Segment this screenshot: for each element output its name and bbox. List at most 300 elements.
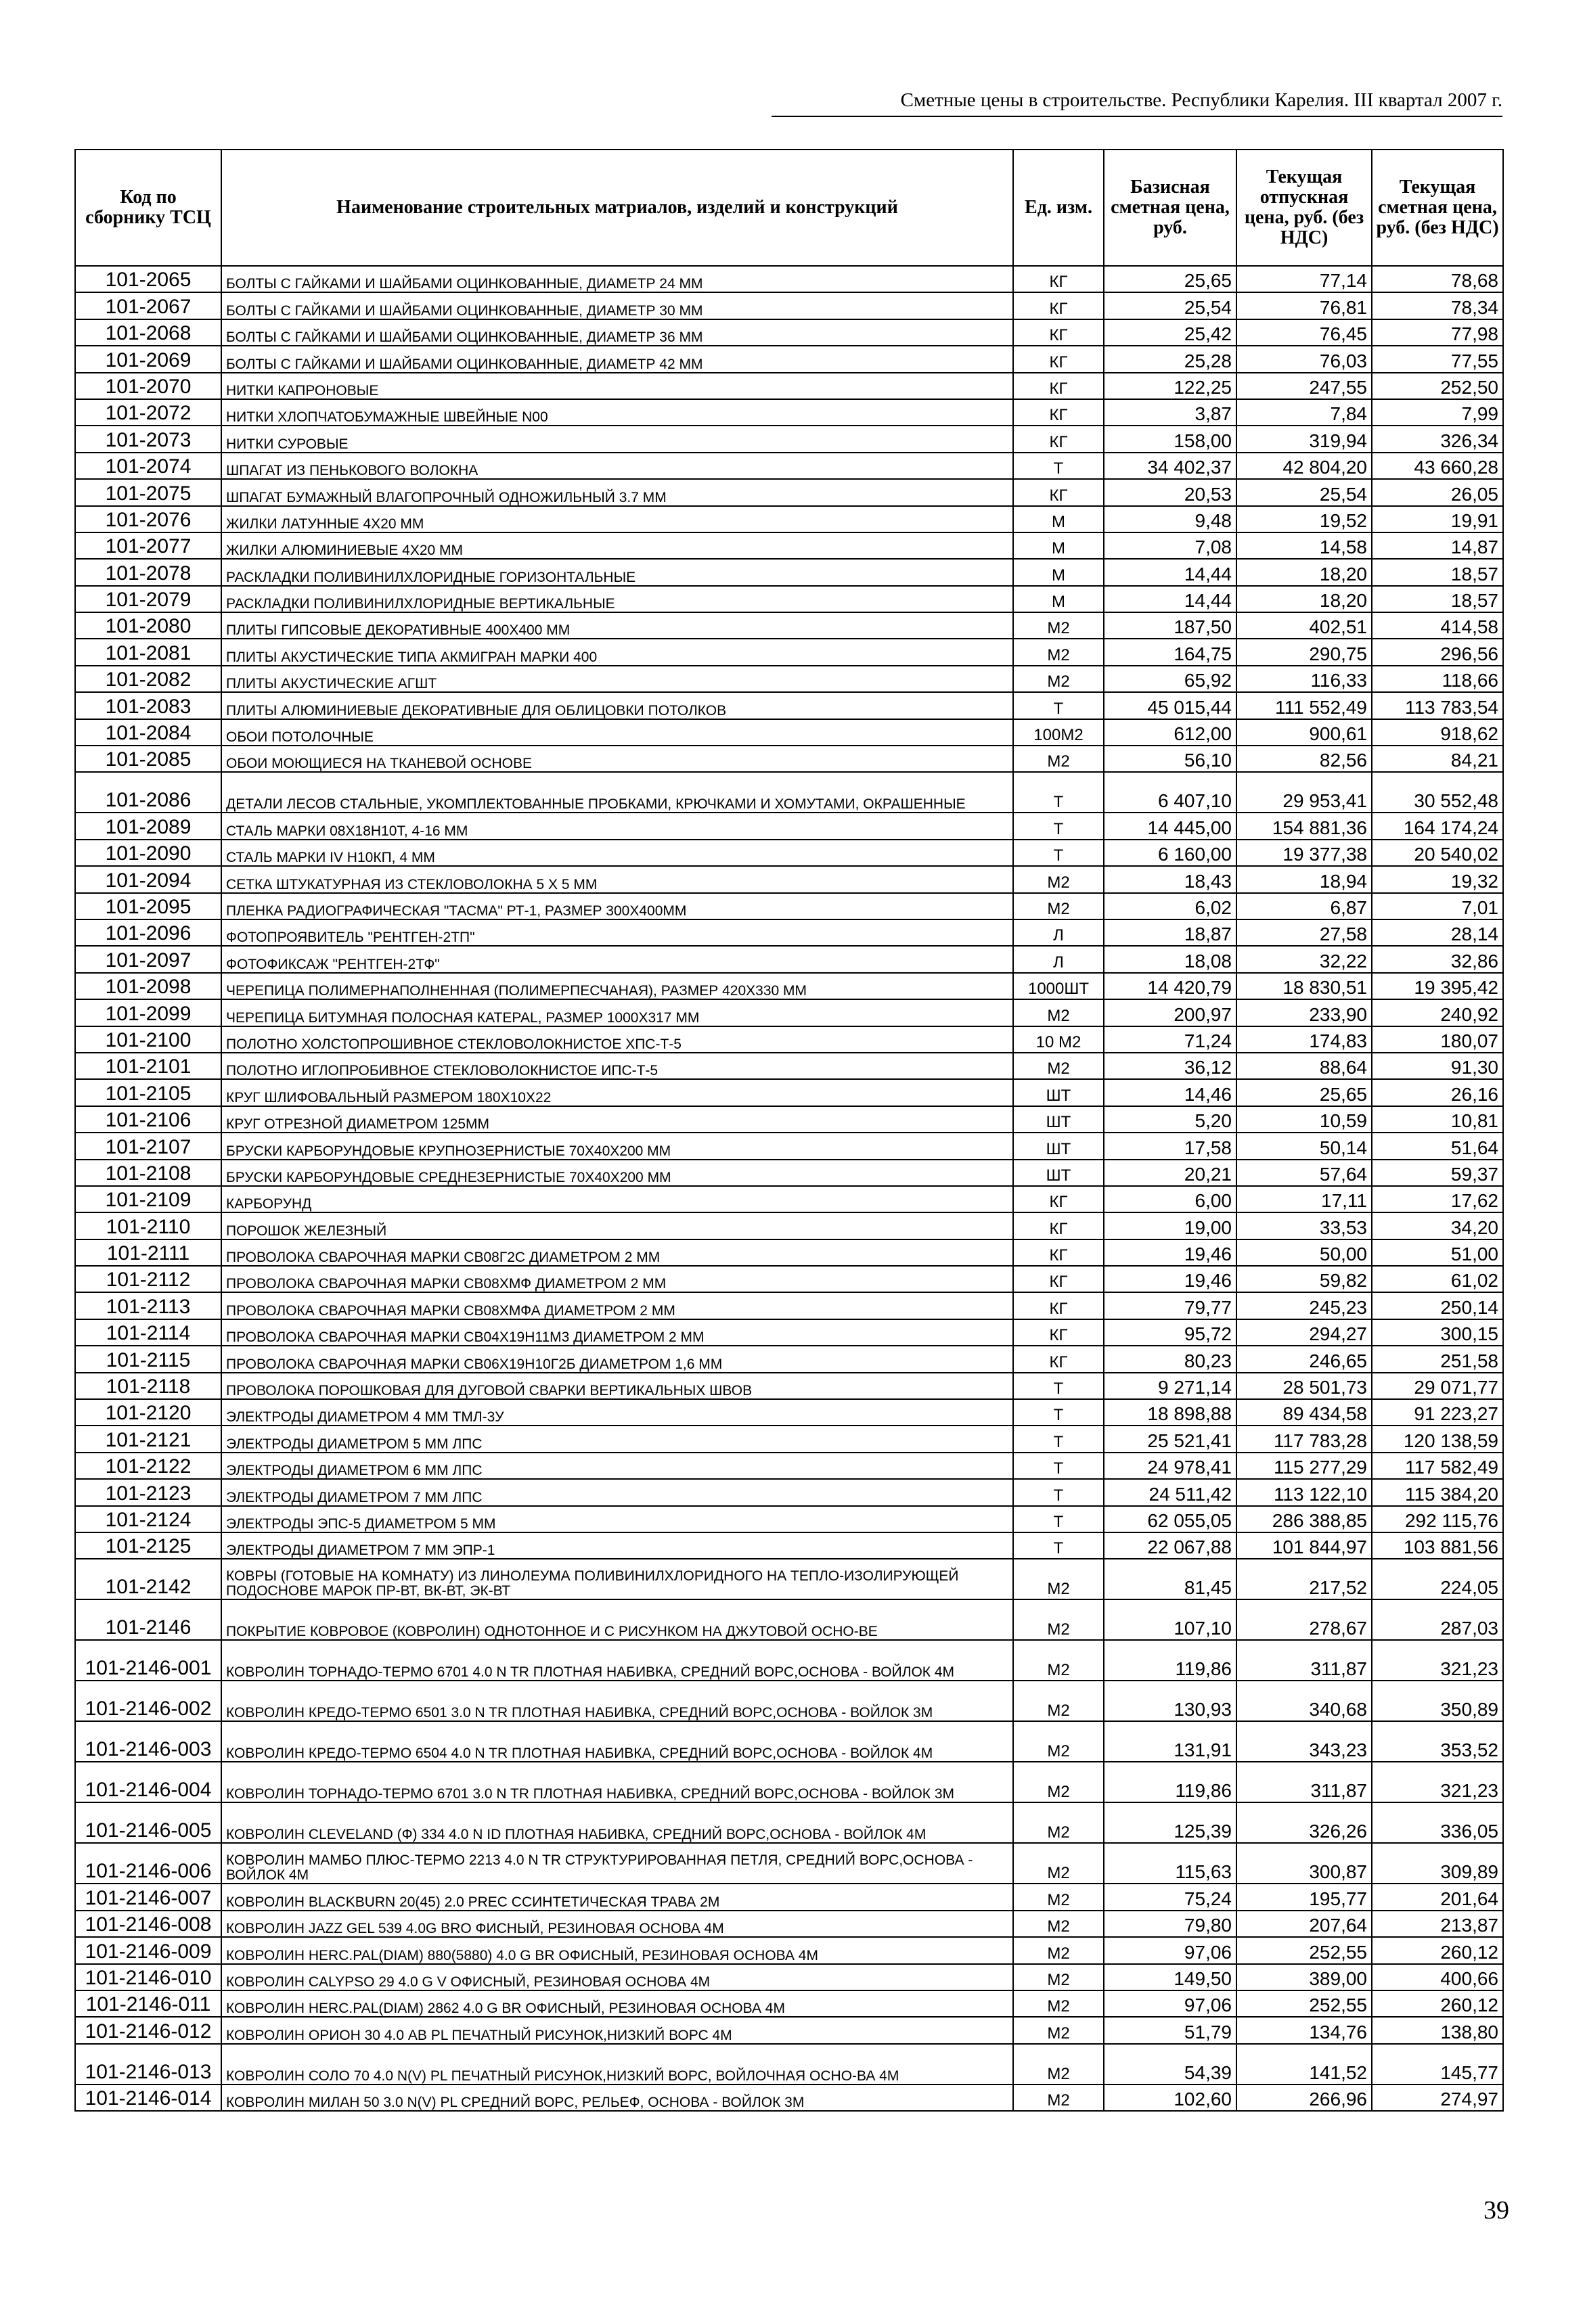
release-price-cell: 50,00	[1236, 1239, 1372, 1266]
code-cell: 101-2113	[75, 1292, 221, 1319]
estimate-price-cell: 78,34	[1372, 292, 1503, 319]
release-price-cell: 76,45	[1236, 319, 1372, 346]
unit-cell: КГ	[1013, 292, 1104, 319]
name-cell: ПЛИТЫ АКУСТИЧЕСКИЕ ТИПА АКМИГРАН МАРКИ 400	[221, 639, 1013, 665]
estimate-price-cell: 10,81	[1372, 1106, 1503, 1133]
name-cell: КОВРОЛИН ТОРНАДО-ТЕРМО 6701 4.0 N TR ПЛОТНАЯ НАБИВКА, СРЕДНИЙ ВОРС,ОСНОВА - ВОЙЛОК 4М	[221, 1640, 1013, 1681]
release-price-cell: 247,55	[1236, 373, 1372, 399]
estimate-price-cell: 250,14	[1372, 1292, 1503, 1319]
base-price-cell: 24 511,42	[1104, 1479, 1236, 1505]
unit-cell: М2	[1013, 1802, 1104, 1843]
base-price-cell: 19,00	[1104, 1212, 1236, 1239]
table-row	[75, 1990, 1503, 2017]
unit-cell: М2	[1013, 639, 1104, 665]
base-price-cell: 19,46	[1104, 1266, 1236, 1292]
table-row	[75, 666, 1503, 692]
release-price-cell: 134,76	[1236, 2017, 1372, 2043]
table-row	[75, 1453, 1503, 1479]
estimate-price-cell: 118,66	[1372, 666, 1503, 692]
release-price-cell: 18,20	[1236, 586, 1372, 612]
release-price-cell: 195,77	[1236, 1884, 1372, 1910]
unit-cell: М2	[1013, 2084, 1104, 2111]
table-row	[75, 1559, 1503, 1599]
estimate-price-cell: 34,20	[1372, 1212, 1503, 1239]
code-cell: 101-2108	[75, 1160, 221, 1186]
base-price-cell: 6,02	[1104, 893, 1236, 919]
code-cell: 101-2124	[75, 1506, 221, 1532]
base-price-cell: 25,42	[1104, 319, 1236, 346]
name-cell: СТАЛЬ МАРКИ 08Х18Н10Т, 4-16 ММ	[221, 813, 1013, 839]
code-cell: 101-2083	[75, 692, 221, 719]
table-row	[75, 719, 1503, 746]
table-row	[75, 1079, 1503, 1106]
table-row	[75, 1802, 1503, 1843]
column-header-base-price: Базисная сметная цена, руб.	[1104, 150, 1236, 266]
code-cell: 101-2122	[75, 1453, 221, 1479]
table-row	[75, 1911, 1503, 1937]
unit-cell: М2	[1013, 1721, 1104, 1762]
unit-cell: 100М2	[1013, 719, 1104, 746]
release-price-cell: 50,14	[1236, 1133, 1372, 1159]
name-cell: ПОЛОТНО ХОЛСТОПРОШИВНОЕ СТЕКЛОВОЛОКНИСТОЕ ХПС-Т-5	[221, 1026, 1013, 1053]
table-row	[75, 532, 1503, 559]
table-row	[75, 1640, 1503, 1681]
code-cell: 101-2146-006	[75, 1843, 221, 1884]
release-price-cell: 207,64	[1236, 1911, 1372, 1937]
estimate-price-cell: 77,55	[1372, 346, 1503, 372]
release-price-cell: 18,20	[1236, 559, 1372, 585]
base-price-cell: 79,77	[1104, 1292, 1236, 1319]
release-price-cell: 28 501,73	[1236, 1373, 1372, 1399]
name-cell: РАСКЛАДКИ ПОЛИВИНИЛХЛОРИДНЫЕ ВЕРТИКАЛЬНЫЕ	[221, 586, 1013, 612]
column-header-release-price: Текущая отпускная цена, руб. (без НДС)	[1236, 150, 1372, 266]
base-price-cell: 14 445,00	[1104, 813, 1236, 839]
code-cell: 101-2069	[75, 346, 221, 372]
unit-cell: КГ	[1013, 1212, 1104, 1239]
estimate-price-cell: 287,03	[1372, 1599, 1503, 1640]
table-row	[75, 1884, 1503, 1910]
unit-cell: КГ	[1013, 1239, 1104, 1266]
code-cell: 101-2125	[75, 1532, 221, 1559]
base-price-cell: 14,46	[1104, 1079, 1236, 1106]
estimate-price-cell: 300,15	[1372, 1319, 1503, 1346]
code-cell: 101-2120	[75, 1399, 221, 1426]
table-row	[75, 1964, 1503, 1990]
name-cell: НИТКИ ХЛОПЧАТОБУМАЖНЫЕ ШВЕЙНЫЕ N00	[221, 399, 1013, 426]
name-cell: КОВРОЛИН МИЛАН 50 3.0 N(V) PL СРЕДНИЙ ВОРС, РЕЛЬЕФ, ОСНОВА - ВОЙЛОК 3М	[221, 2084, 1013, 2111]
code-cell: 101-2078	[75, 559, 221, 585]
name-cell: БОЛТЫ С ГАЙКАМИ И ШАЙБАМИ ОЦИНКОВАННЫЕ, ДИАМЕТР 36 ММ	[221, 319, 1013, 346]
table-row	[75, 506, 1503, 532]
name-cell: ПОЛОТНО ИГЛОПРОБИВНОЕ СТЕКЛОВОЛОКНИСТОЕ ИПС-Т-5	[221, 1053, 1013, 1079]
base-price-cell: 125,39	[1104, 1802, 1236, 1843]
table-row	[75, 373, 1503, 399]
name-cell: ПРОВОЛОКА СВАРОЧНАЯ МАРКИ СВ08ХМФ ДИАМЕТРОМ 2 ММ	[221, 1266, 1013, 1292]
name-cell: ОБОИ ПОТОЛОЧНЫЕ	[221, 719, 1013, 746]
code-cell: 101-2095	[75, 893, 221, 919]
name-cell: КОВРОЛИН HERC.PAL(DIAM) 2862 4.0 G BR ОФИСНЫЙ, РЕЗИНОВАЯ ОСНОВА 4М	[221, 1990, 1013, 2017]
base-price-cell: 19,46	[1104, 1239, 1236, 1266]
code-cell: 101-2109	[75, 1186, 221, 1212]
table-row	[75, 479, 1503, 505]
table-header-row	[75, 150, 1503, 266]
release-price-cell: 245,23	[1236, 1292, 1372, 1319]
page-header: Сметные цены в строительстве. Республики Карелия. III квартал 2007 г.	[772, 89, 1502, 117]
base-price-cell: 95,72	[1104, 1319, 1236, 1346]
code-cell: 101-2065	[75, 266, 221, 292]
unit-cell: КГ	[1013, 266, 1104, 292]
unit-cell: М2	[1013, 999, 1104, 1026]
estimate-price-cell: 17,62	[1372, 1186, 1503, 1212]
unit-cell: М2	[1013, 1964, 1104, 1990]
code-cell: 101-2076	[75, 506, 221, 532]
base-price-cell: 3,87	[1104, 399, 1236, 426]
base-price-cell: 34 402,37	[1104, 453, 1236, 479]
table-row	[75, 1160, 1503, 1186]
unit-cell: ШТ	[1013, 1106, 1104, 1133]
code-cell: 101-2110	[75, 1212, 221, 1239]
unit-cell: Т	[1013, 1532, 1104, 1559]
code-cell: 101-2146-001	[75, 1640, 221, 1681]
unit-cell: Л	[1013, 919, 1104, 946]
name-cell: ЖИЛКИ ЛАТУННЫЕ 4Х20 ММ	[221, 506, 1013, 532]
release-price-cell: 900,61	[1236, 719, 1372, 746]
release-price-cell: 116,33	[1236, 666, 1372, 692]
table-row	[75, 772, 1503, 813]
unit-cell: М2	[1013, 1937, 1104, 1963]
name-cell: КОВРОЛИН HERC.PAL(DIAM) 880(5880) 4.0 G BR ОФИСНЫЙ, РЕЗИНОВАЯ ОСНОВА 4М	[221, 1937, 1013, 1963]
code-cell: 101-2098	[75, 973, 221, 999]
code-cell: 101-2099	[75, 999, 221, 1026]
base-price-cell: 54,39	[1104, 2044, 1236, 2084]
name-cell: ЭЛЕКТРОДЫ ДИАМЕТРОМ 6 ММ ЛПС	[221, 1453, 1013, 1479]
release-price-cell: 300,87	[1236, 1843, 1372, 1884]
code-cell: 101-2094	[75, 866, 221, 892]
unit-cell: КГ	[1013, 1266, 1104, 1292]
table-row	[75, 1599, 1503, 1640]
release-price-cell: 76,03	[1236, 346, 1372, 372]
estimate-price-cell: 336,05	[1372, 1802, 1503, 1843]
table-row	[75, 1239, 1503, 1266]
unit-cell: Т	[1013, 1506, 1104, 1532]
code-cell: 101-2074	[75, 453, 221, 479]
table-row	[75, 813, 1503, 839]
unit-cell: Т	[1013, 453, 1104, 479]
estimate-price-cell: 30 552,48	[1372, 772, 1503, 813]
estimate-price-cell: 43 660,28	[1372, 453, 1503, 479]
unit-cell: М2	[1013, 2017, 1104, 2043]
base-price-cell: 14,44	[1104, 559, 1236, 585]
unit-cell: М2	[1013, 1559, 1104, 1599]
name-cell: КОВРОЛИН ОРИОН 30 4.0 AB PL ПЕЧАТНЫЙ РИСУНОК,НИЗКИЙ ВОРС 4М	[221, 2017, 1013, 2043]
estimate-price-cell: 51,00	[1372, 1239, 1503, 1266]
unit-cell: М	[1013, 586, 1104, 612]
release-price-cell: 76,81	[1236, 292, 1372, 319]
base-price-cell: 7,08	[1104, 532, 1236, 559]
base-price-cell: 51,79	[1104, 2017, 1236, 2043]
unit-cell: КГ	[1013, 346, 1104, 372]
name-cell: КАРБОРУНД	[221, 1186, 1013, 1212]
unit-cell: М2	[1013, 1884, 1104, 1910]
estimate-price-cell: 84,21	[1372, 746, 1503, 772]
unit-cell: М	[1013, 559, 1104, 585]
name-cell: ШПАГАТ БУМАЖНЫЙ ВЛАГОПРОЧНЫЙ ОДНОЖИЛЬНЫЙ 3.7 ММ	[221, 479, 1013, 505]
unit-cell: М2	[1013, 1681, 1104, 1721]
code-cell: 101-2082	[75, 666, 221, 692]
name-cell: КОВРОЛИН МАМБО ПЛЮС-ТЕРМО 2213 4.0 N TR СТРУКТУРИРОВАННАЯ ПЕТЛЯ, СРЕДНИЙ ВОРС,ОСНОВА - ВОЙЛОК 4М	[221, 1843, 1013, 1884]
estimate-price-cell: 19,32	[1372, 866, 1503, 892]
unit-cell: КГ	[1013, 426, 1104, 452]
code-cell: 101-2114	[75, 1319, 221, 1346]
release-price-cell: 252,55	[1236, 1937, 1372, 1963]
table-row	[75, 1426, 1503, 1452]
name-cell: БРУСКИ КАРБОРУНДОВЫЕ КРУПНОЗЕРНИСТЫЕ 70Х40Х200 ММ	[221, 1133, 1013, 1159]
release-price-cell: 33,53	[1236, 1212, 1372, 1239]
table-row	[75, 1319, 1503, 1346]
unit-cell: Т	[1013, 1426, 1104, 1452]
name-cell: КОВРОЛИН CALYPSO 29 4.0 G V ОФИСНЫЙ, РЕЗИНОВАЯ ОСНОВА 4М	[221, 1964, 1013, 1990]
table-row	[75, 346, 1503, 372]
release-price-cell: 57,64	[1236, 1160, 1372, 1186]
release-price-cell: 19 377,38	[1236, 840, 1372, 866]
release-price-cell: 340,68	[1236, 1681, 1372, 1721]
code-cell: 101-2146-005	[75, 1802, 221, 1843]
release-price-cell: 326,26	[1236, 1802, 1372, 1843]
estimate-price-cell: 117 582,49	[1372, 1453, 1503, 1479]
name-cell: ПЛИТЫ АКУСТИЧЕСКИЕ АГШТ	[221, 666, 1013, 692]
estimate-price-cell: 7,99	[1372, 399, 1503, 426]
unit-cell: 1000ШТ	[1013, 973, 1104, 999]
release-price-cell: 77,14	[1236, 266, 1372, 292]
release-price-cell: 32,22	[1236, 946, 1372, 972]
base-price-cell: 149,50	[1104, 1964, 1236, 1990]
release-price-cell: 101 844,97	[1236, 1532, 1372, 1559]
base-price-cell: 81,45	[1104, 1559, 1236, 1599]
table-row	[75, 919, 1503, 946]
name-cell: ШПАГАТ ИЗ ПЕНЬКОВОГО ВОЛОКНА	[221, 453, 1013, 479]
estimate-price-cell: 19,91	[1372, 506, 1503, 532]
unit-cell: Т	[1013, 1373, 1104, 1399]
code-cell: 101-2112	[75, 1266, 221, 1292]
release-price-cell: 343,23	[1236, 1721, 1372, 1762]
unit-cell: М	[1013, 532, 1104, 559]
code-cell: 101-2146-013	[75, 2044, 221, 2084]
release-price-cell: 18,94	[1236, 866, 1372, 892]
table-row	[75, 1292, 1503, 1319]
base-price-cell: 20,53	[1104, 479, 1236, 505]
base-price-cell: 18,08	[1104, 946, 1236, 972]
name-cell: ОБОИ МОЮЩИЕСЯ НА ТКАНЕВОЙ ОСНОВЕ	[221, 746, 1013, 772]
table-row	[75, 1532, 1503, 1559]
base-price-cell: 164,75	[1104, 639, 1236, 665]
release-price-cell: 89 434,58	[1236, 1399, 1372, 1426]
base-price-cell: 107,10	[1104, 1599, 1236, 1640]
release-price-cell: 29 953,41	[1236, 772, 1372, 813]
name-cell: ПОРОШОК ЖЕЛЕЗНЫЙ	[221, 1212, 1013, 1239]
table-row	[75, 2044, 1503, 2084]
base-price-cell: 56,10	[1104, 746, 1236, 772]
column-header-estimate-price: Текущая сметная цена, руб. (без НДС)	[1372, 150, 1503, 266]
page-number: 39	[1483, 2196, 1509, 2225]
table-row	[75, 1133, 1503, 1159]
estimate-price-cell: 326,34	[1372, 426, 1503, 452]
base-price-cell: 115,63	[1104, 1843, 1236, 1884]
unit-cell: Т	[1013, 840, 1104, 866]
price-table	[74, 149, 1504, 2112]
code-cell: 101-2106	[75, 1106, 221, 1133]
unit-cell: М2	[1013, 1843, 1104, 1884]
base-price-cell: 187,50	[1104, 612, 1236, 639]
unit-cell: М2	[1013, 1053, 1104, 1079]
estimate-price-cell: 224,05	[1372, 1559, 1503, 1599]
name-cell: ЭЛЕКТРОДЫ ЭПС-5 ДИАМЕТРОМ 5 ММ	[221, 1506, 1013, 1532]
estimate-price-cell: 18,57	[1372, 586, 1503, 612]
table-row	[75, 399, 1503, 426]
table-row	[75, 840, 1503, 866]
unit-cell: ШТ	[1013, 1133, 1104, 1159]
name-cell: ЭЛЕКТРОДЫ ДИАМЕТРОМ 4 ММ ТМЛ-3У	[221, 1399, 1013, 1426]
release-price-cell: 252,55	[1236, 1990, 1372, 2017]
release-price-cell: 154 881,36	[1236, 813, 1372, 839]
code-cell: 101-2146-007	[75, 1884, 221, 1910]
estimate-price-cell: 321,23	[1372, 1762, 1503, 1802]
unit-cell: М2	[1013, 746, 1104, 772]
name-cell: ЧЕРЕПИЦА ПОЛИМЕРНАПОЛНЕННАЯ (ПОЛИМЕРПЕСЧАНАЯ), РАЗМЕР 420Х330 ММ	[221, 973, 1013, 999]
release-price-cell: 115 277,29	[1236, 1453, 1372, 1479]
estimate-price-cell: 51,64	[1372, 1133, 1503, 1159]
unit-cell: Т	[1013, 1453, 1104, 1479]
base-price-cell: 22 067,88	[1104, 1532, 1236, 1559]
estimate-price-cell: 103 881,56	[1372, 1532, 1503, 1559]
estimate-price-cell: 28,14	[1372, 919, 1503, 946]
estimate-price-cell: 61,02	[1372, 1266, 1503, 1292]
table-row	[75, 1266, 1503, 1292]
unit-cell: КГ	[1013, 373, 1104, 399]
code-cell: 101-2115	[75, 1346, 221, 1372]
release-price-cell: 294,27	[1236, 1319, 1372, 1346]
table-row	[75, 1346, 1503, 1372]
estimate-price-cell: 32,86	[1372, 946, 1503, 972]
code-cell: 101-2086	[75, 772, 221, 813]
table-row	[75, 1506, 1503, 1532]
name-cell: ПЛЕНКА РАДИОГРАФИЧЕСКАЯ "ТАСМА" РТ-1, РАЗМЕР 300Х400ММ	[221, 893, 1013, 919]
unit-cell: М2	[1013, 1640, 1104, 1681]
unit-cell: М2	[1013, 1762, 1104, 1802]
base-price-cell: 25 521,41	[1104, 1426, 1236, 1452]
name-cell: КОВРЫ (ГОТОВЫЕ НА КОМНАТУ) ИЗ ЛИНОЛЕУМА ПОЛИВИНИЛХЛОРИДНОГО НА ТЕПЛО-ИЗОЛИРУЮЩЕЙ ПОДОСНОВЕ МАРОК ПР-ВТ, ВК-ВТ, ЭК-ВТ	[221, 1559, 1013, 1599]
table-row	[75, 292, 1503, 319]
name-cell: ПЛИТЫ ГИПСОВЫЕ ДЕКОРАТИВНЫЕ 400Х400 ММ	[221, 612, 1013, 639]
code-cell: 101-2146	[75, 1599, 221, 1640]
name-cell: КОВРОЛИН КРЕДО-ТЕРМО 6501 3.0 N TR ПЛОТНАЯ НАБИВКА, СРЕДНИЙ ВОРС,ОСНОВА - ВОЙЛОК 3М	[221, 1681, 1013, 1721]
base-price-cell: 122,25	[1104, 373, 1236, 399]
release-price-cell: 18 830,51	[1236, 973, 1372, 999]
table-row	[75, 1373, 1503, 1399]
code-cell: 101-2089	[75, 813, 221, 839]
unit-cell: КГ	[1013, 479, 1104, 505]
table-row	[75, 1479, 1503, 1505]
table-row	[75, 1721, 1503, 1762]
code-cell: 101-2068	[75, 319, 221, 346]
table-row	[75, 692, 1503, 719]
base-price-cell: 130,93	[1104, 1681, 1236, 1721]
column-header-unit: Ед. изм.	[1013, 150, 1104, 266]
code-cell: 101-2084	[75, 719, 221, 746]
unit-cell: Т	[1013, 772, 1104, 813]
estimate-price-cell: 29 071,77	[1372, 1373, 1503, 1399]
unit-cell: ШТ	[1013, 1079, 1104, 1106]
release-price-cell: 82,56	[1236, 746, 1372, 772]
estimate-price-cell: 353,52	[1372, 1721, 1503, 1762]
name-cell: ЭЛЕКТРОДЫ ДИАМЕТРОМ 7 ММ ЛПС	[221, 1479, 1013, 1505]
estimate-price-cell: 26,05	[1372, 479, 1503, 505]
code-cell: 101-2146-002	[75, 1681, 221, 1721]
code-cell: 101-2123	[75, 1479, 221, 1505]
release-price-cell: 233,90	[1236, 999, 1372, 1026]
name-cell: ЭЛЕКТРОДЫ ДИАМЕТРОМ 7 ММ ЭПР-1	[221, 1532, 1013, 1559]
release-price-cell: 113 122,10	[1236, 1479, 1372, 1505]
name-cell: КРУГ ШЛИФОВАЛЬНЫЙ РАЗМЕРОМ 180Х10Х22	[221, 1079, 1013, 1106]
code-cell: 101-2146-010	[75, 1964, 221, 1990]
unit-cell: М2	[1013, 612, 1104, 639]
name-cell: КОВРОЛИН СОЛО 70 4.0 N(V) PL ПЕЧАТНЫЙ РИСУНОК,НИЗКИЙ ВОРС, ВОЙЛОЧНАЯ ОСНО-ВА 4М	[221, 2044, 1013, 2084]
estimate-price-cell: 292 115,76	[1372, 1506, 1503, 1532]
table-row	[75, 2084, 1503, 2111]
name-cell: ЧЕРЕПИЦА БИТУМНАЯ ПОЛОСНАЯ КАТЕРАL, РАЗМЕР 1000Х317 ММ	[221, 999, 1013, 1026]
table-row	[75, 946, 1503, 972]
name-cell: КОВРОЛИН BLACKBURN 20(45) 2.0 PREC ССИНТЕТИЧЕСКАЯ ТРАВА 2М	[221, 1884, 1013, 1910]
code-cell: 101-2146-011	[75, 1990, 221, 2017]
release-price-cell: 88,64	[1236, 1053, 1372, 1079]
code-cell: 101-2142	[75, 1559, 221, 1599]
table-row	[75, 612, 1503, 639]
code-cell: 101-2118	[75, 1373, 221, 1399]
name-cell: БОЛТЫ С ГАЙКАМИ И ШАЙБАМИ ОЦИНКОВАННЫЕ, ДИАМЕТР 42 ММ	[221, 346, 1013, 372]
release-price-cell: 10,59	[1236, 1106, 1372, 1133]
table-row	[75, 1681, 1503, 1721]
release-price-cell: 6,87	[1236, 893, 1372, 919]
estimate-price-cell: 321,23	[1372, 1640, 1503, 1681]
estimate-price-cell: 138,80	[1372, 2017, 1503, 2043]
unit-cell: КГ	[1013, 319, 1104, 346]
estimate-price-cell: 78,68	[1372, 266, 1503, 292]
name-cell: СЕТКА ШТУКАТУРНАЯ ИЗ СТЕКЛОВОЛОКНА 5 Х 5 ММ	[221, 866, 1013, 892]
unit-cell: Т	[1013, 692, 1104, 719]
base-price-cell: 71,24	[1104, 1026, 1236, 1053]
name-cell: ПРОВОЛОКА ПОРОШКОВАЯ ДЛЯ ДУГОВОЙ СВАРКИ ВЕРТИКАЛЬНЫХ ШВОВ	[221, 1373, 1013, 1399]
table-row	[75, 426, 1503, 452]
estimate-price-cell: 918,62	[1372, 719, 1503, 746]
release-price-cell: 174,83	[1236, 1026, 1372, 1053]
code-cell: 101-2067	[75, 292, 221, 319]
name-cell: ПОКРЫТИЕ КОВРОВОЕ (КОВРОЛИН) ОДНОТОННОЕ И С РИСУНКОМ НА ДЖУТОВОЙ ОСНО-ВЕ	[221, 1599, 1013, 1640]
name-cell: ФОТОФИКСАЖ "РЕНТГЕН-2ТФ"	[221, 946, 1013, 972]
estimate-price-cell: 400,66	[1372, 1964, 1503, 1990]
table-row	[75, 2017, 1503, 2043]
table-row	[75, 319, 1503, 346]
base-price-cell: 65,92	[1104, 666, 1236, 692]
base-price-cell: 79,80	[1104, 1911, 1236, 1937]
unit-cell: М2	[1013, 893, 1104, 919]
base-price-cell: 80,23	[1104, 1346, 1236, 1372]
name-cell: КРУГ ОТРЕЗНОЙ ДИАМЕТРОМ 125ММ	[221, 1106, 1013, 1133]
estimate-price-cell: 251,58	[1372, 1346, 1503, 1372]
base-price-cell: 62 055,05	[1104, 1506, 1236, 1532]
unit-cell: 10 М2	[1013, 1026, 1104, 1053]
table-row	[75, 1212, 1503, 1239]
base-price-cell: 14,44	[1104, 586, 1236, 612]
base-price-cell: 6 407,10	[1104, 772, 1236, 813]
